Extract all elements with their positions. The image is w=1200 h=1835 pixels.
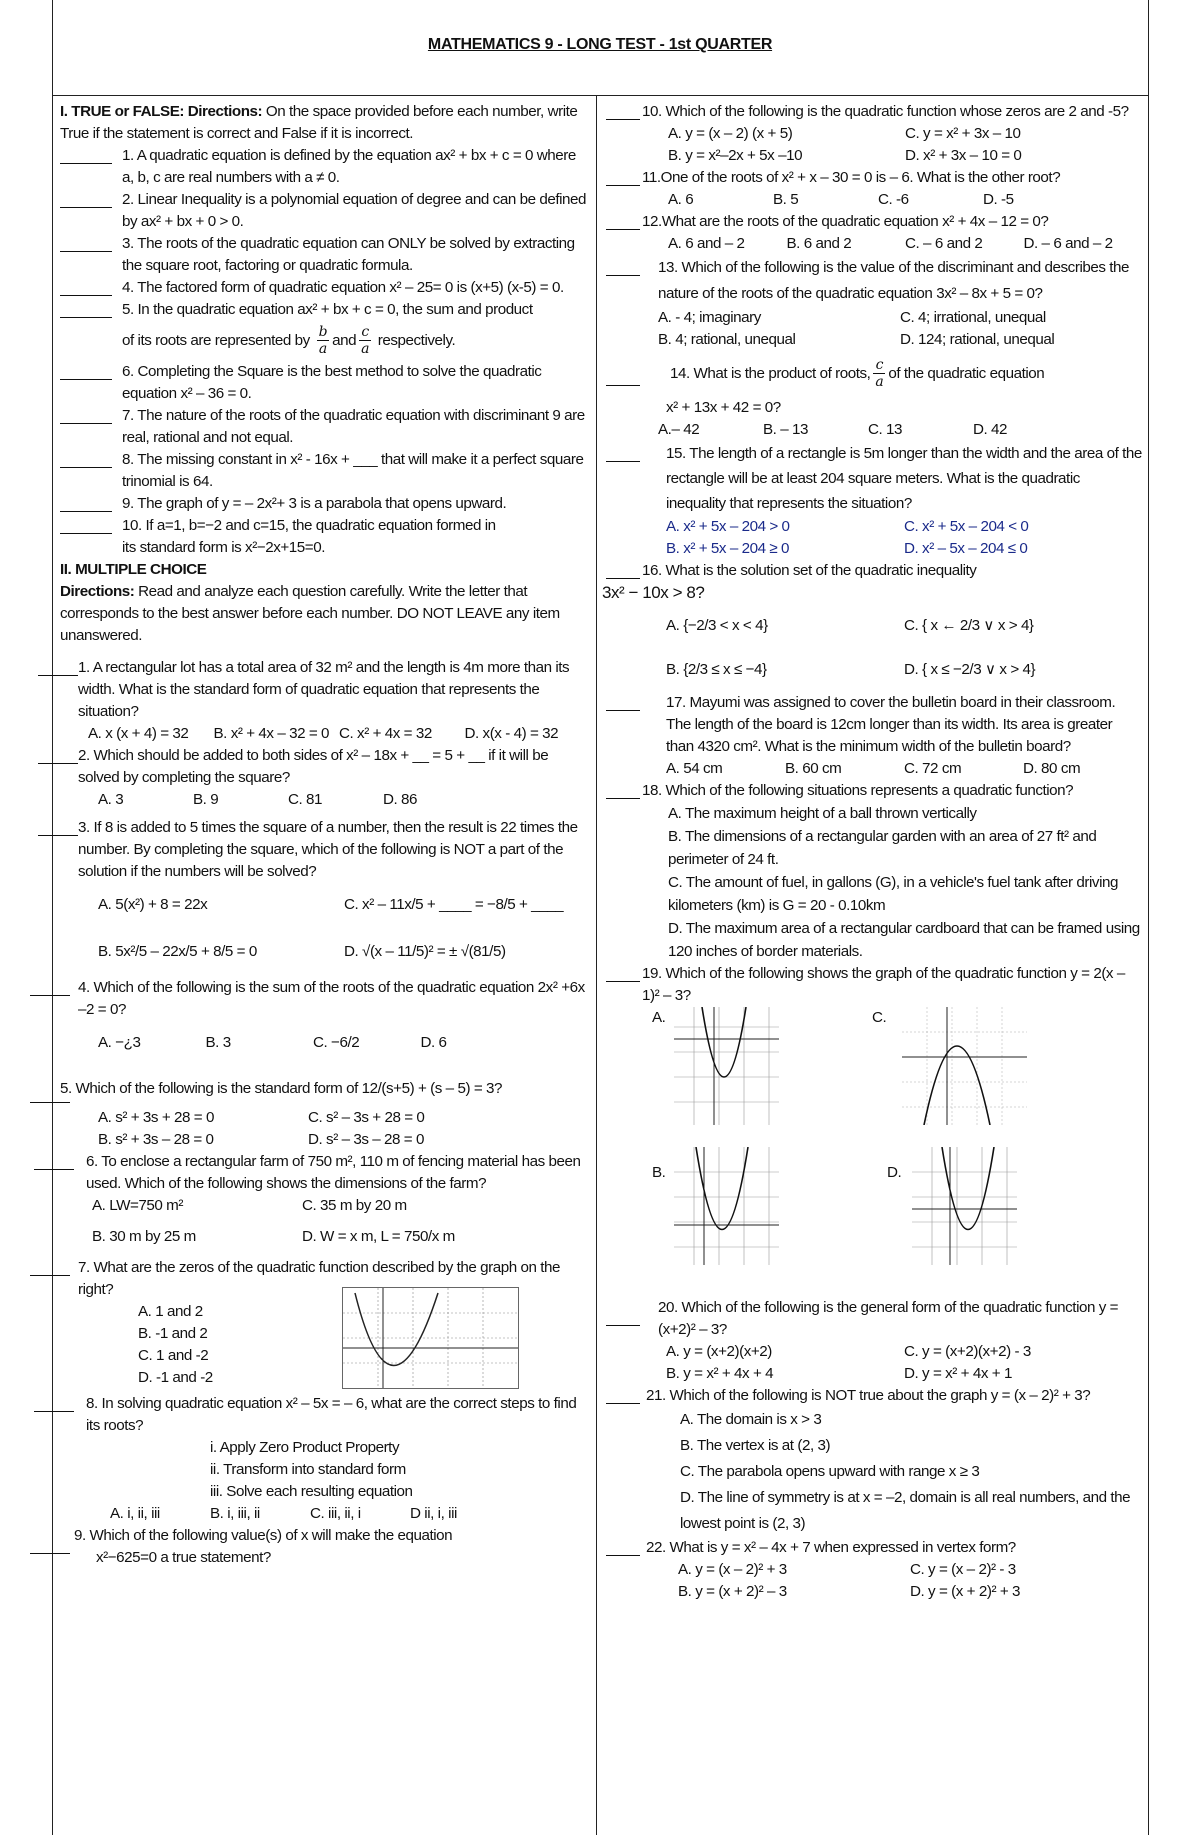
- option[interactable]: A. The domain is x > 3: [680, 1411, 822, 1428]
- q14-options: [602, 419, 1078, 441]
- q7-graph: [342, 1287, 519, 1389]
- option[interactable]: D. x(x - 4) = 32: [464, 725, 559, 742]
- answer-blank[interactable]: [38, 661, 78, 676]
- graph-d[interactable]: [912, 1147, 1017, 1265]
- option[interactable]: C. { x ← 2/3 ∨ x > 4}: [904, 617, 1034, 634]
- question-text: 11.One of the roots of x² + x – 30 = 0 is – 6. What is the other root?: [642, 169, 1061, 186]
- option[interactable]: C. y = x² + 3x – 10: [905, 125, 1021, 142]
- question-text: of the quadratic equation: [888, 365, 1045, 382]
- tf-item-9: [60, 493, 590, 515]
- graph-b[interactable]: [674, 1147, 779, 1265]
- tf-item-text: of its roots are represented by: [122, 332, 310, 349]
- answer-blank[interactable]: [606, 696, 640, 711]
- option[interactable]: C. 81: [288, 791, 323, 808]
- answer-blank[interactable]: [606, 1389, 640, 1404]
- option[interactable]: A. 3: [98, 791, 124, 808]
- q2-options: [60, 789, 478, 811]
- option[interactable]: B. -1 and 2: [138, 1325, 208, 1342]
- option[interactable]: D. 86: [383, 791, 418, 808]
- option[interactable]: A. x (x + 4) = 32: [88, 725, 189, 742]
- answer-blank[interactable]: [60, 193, 112, 208]
- option[interactable]: B. x² + 5x – 204 ≥ 0: [666, 540, 790, 557]
- answer-blank[interactable]: [60, 149, 112, 164]
- mc-q2: [60, 745, 590, 789]
- frac-den: a: [318, 341, 327, 358]
- graph-a[interactable]: [674, 1007, 779, 1125]
- option[interactable]: D. s² – 3s – 28 = 0: [308, 1131, 424, 1148]
- question-text: 14. What is the product of roots,: [670, 365, 871, 382]
- question-text: 17. Mayumi was assigned to cover the bulletin board in their classroom. The length of the board is 12cm longer than its width. Its area is greater than 4320 cm². What is the minimum width of the bulletin board?: [666, 694, 1116, 755]
- q19-graphs: [602, 1007, 1142, 1297]
- option[interactable]: B. s² + 3s – 28 = 0: [98, 1131, 214, 1148]
- q13-options-row2: [602, 329, 1142, 351]
- q3-options-row2: [60, 927, 590, 977]
- answer-blank[interactable]: [606, 447, 640, 462]
- tf-item-8: [60, 449, 590, 493]
- option[interactable]: C. 72 cm: [904, 760, 962, 777]
- option[interactable]: D. { x ≤ −2/3 ∨ x > 4}: [904, 661, 1036, 678]
- option[interactable]: A. 5(x²) + 8 = 22x: [98, 896, 208, 913]
- option[interactable]: A. {−2/3 < x < 4}: [666, 617, 768, 634]
- tf-item-text: 1. A quadratic equation is defined by the equation ax² + bx + c = 0 where a, b, c are real numbers with a ≠ 0.: [122, 147, 576, 186]
- option[interactable]: D. 124; rational, unequal: [900, 331, 1055, 348]
- answer-blank[interactable]: [60, 497, 112, 512]
- q16-options-row1: [602, 604, 1142, 648]
- question-text: 15. The length of a rectangle is 5m longer than the width and the area of the rectangle will be at least 204 square meters. What is the quadratic inequality that represents the situation?: [666, 445, 1142, 512]
- mc-q22: [602, 1537, 1142, 1559]
- tf-item-text: 7. The nature of the roots of the quadratic equation with discriminant 9 are real, rational and not equal.: [122, 407, 585, 446]
- graph-c[interactable]: [902, 1007, 1027, 1125]
- option[interactable]: D. 42: [973, 421, 1008, 438]
- option[interactable]: D. 80 cm: [1023, 760, 1081, 777]
- q8-steps: [60, 1437, 590, 1503]
- option[interactable]: D. -5: [983, 191, 1014, 208]
- right-column: [602, 95, 1142, 1603]
- option[interactable]: C. y = (x+2)(x+2) - 3: [904, 1343, 1031, 1360]
- option[interactable]: C. The amount of fuel, in gallons (G), in a vehicle's fuel tank after driving kilometers (km) is G = 20 - 0.10km: [668, 874, 1118, 914]
- directions-label: Directions:: [60, 583, 135, 600]
- tf-item-text: 9. The graph of y = – 2x²+ 3 is a parabola that opens upward.: [122, 495, 507, 512]
- option[interactable]: B. 4; rational, unequal: [658, 331, 796, 348]
- q8-options: [60, 1503, 510, 1525]
- option[interactable]: D. W = x m, L = 750/x m: [302, 1228, 455, 1245]
- option[interactable]: A. y = (x – 2) (x + 5): [668, 125, 793, 142]
- tf-item-text: its standard form is x²−2x+15=0.: [122, 539, 325, 556]
- column-divider: [596, 95, 597, 1835]
- option[interactable]: B. y = x² + 4x + 4: [666, 1365, 774, 1382]
- mc-q14: [602, 351, 1142, 397]
- tf-item-7: [60, 405, 590, 449]
- mc-q15: [602, 441, 1142, 516]
- question-text: 12.What are the roots of the quadratic equation x² + 4x – 12 = 0?: [642, 213, 1049, 230]
- option[interactable]: A. −¿3: [98, 1034, 141, 1051]
- q10-options-row1: [602, 123, 1142, 145]
- part2-heading: II. MULTIPLE CHOICE: [60, 561, 207, 578]
- tf-item-text: respectively.: [377, 332, 456, 349]
- answer-blank[interactable]: [606, 261, 640, 276]
- part1-directions: [60, 101, 590, 145]
- mc-q18: [602, 780, 1142, 802]
- mc-q4: [60, 977, 590, 1021]
- answer-blank[interactable]: [30, 981, 70, 996]
- q6-options-row2: [60, 1217, 512, 1257]
- answer-blank[interactable]: [60, 409, 112, 424]
- option[interactable]: D. x² + 3x – 10 = 0: [905, 147, 1022, 164]
- q4-options: [60, 1021, 528, 1065]
- option[interactable]: A. 1 and 2: [138, 1303, 203, 1320]
- q1-options: [60, 723, 590, 745]
- mc-q17: [602, 692, 1142, 758]
- mc-q5: [60, 1071, 590, 1107]
- mc-q12: [602, 211, 1142, 233]
- question-text: 21. Which of the following is NOT true about the graph y = (x – 2)² + 3?: [646, 1387, 1091, 1404]
- question-text: 2. Which should be added to both sides of x² – 18x + __ = 5 + __ if it will be solved by completing the square?: [78, 747, 549, 786]
- option[interactable]: C. x² + 4x = 32: [339, 725, 432, 742]
- option[interactable]: B. {2/3 ≤ x ≤ −4}: [666, 661, 767, 678]
- q6-options-row1: [60, 1195, 512, 1217]
- answer-blank[interactable]: [606, 1541, 640, 1556]
- tf-item-6: [60, 361, 590, 405]
- answer-blank[interactable]: [606, 1311, 640, 1326]
- q13-options-row1: [602, 307, 1142, 329]
- question-text: 3. If 8 is added to 5 times the square of a number, then the result is 22 times the number. By completing the square, which of the following is NOT a part of the solution if the numbers will be solved?: [78, 819, 578, 880]
- answer-blank[interactable]: [34, 1397, 74, 1412]
- answer-blank[interactable]: [34, 1155, 74, 1170]
- option[interactable]: C. iii, ii, i: [310, 1505, 361, 1522]
- answer-blank[interactable]: [606, 784, 640, 799]
- mc-q11: [602, 167, 1142, 189]
- mc-q13: [602, 255, 1142, 307]
- answer-blank[interactable]: [60, 453, 112, 468]
- option[interactable]: B. 9: [193, 791, 219, 808]
- answer-blank[interactable]: [60, 237, 112, 252]
- q21-options: [602, 1407, 1142, 1537]
- option[interactable]: B. – 13: [763, 421, 808, 438]
- question-text: 13. Which of the following is the value of the discriminant and describes the nature of the roots of the quadratic equation 3x² – 8x + 5 = 0?: [658, 259, 1130, 302]
- mc-q3: [60, 817, 590, 883]
- q18-options: [602, 802, 1142, 963]
- q7-options: [138, 1301, 248, 1389]
- q22-options-row1: [602, 1559, 1142, 1581]
- option[interactable]: B. 30 m by 25 m: [92, 1228, 196, 1245]
- q12-options: [602, 233, 1142, 255]
- tf-item-3: [60, 233, 590, 277]
- option[interactable]: D. y = (x + 2)² + 3: [910, 1583, 1021, 1600]
- question-text: 20. Which of the following is the general form of the quadratic function y = (x+2)² – 3?: [658, 1299, 1119, 1338]
- option[interactable]: A. y = (x – 2)² + 3: [678, 1561, 787, 1578]
- q17-options: [602, 758, 1142, 780]
- frac-den: a: [875, 374, 884, 391]
- option[interactable]: A. 6 and – 2: [668, 235, 745, 252]
- tf-item-2: [60, 189, 590, 233]
- answer-blank[interactable]: [38, 749, 78, 764]
- tf-item-5-line2: [60, 321, 590, 361]
- question-text: 5. Which of the following is the standard form of 12/(s+5) + (s – 5) = 3?: [60, 1080, 502, 1097]
- q22-options-row2: [602, 1581, 1142, 1603]
- option[interactable]: A. 54 cm: [666, 760, 723, 777]
- tf-item-text: 2. Linear Inequality is a polynomial equation of degree and can be defined by ax² + bx + 0 > 0.: [122, 191, 587, 230]
- mc-q16: [602, 560, 1142, 582]
- option[interactable]: C. 13: [868, 421, 903, 438]
- option[interactable]: C. x² + 5x – 204 < 0: [904, 518, 1029, 535]
- option[interactable]: D. x² – 5x – 204 ≤ 0: [904, 540, 1028, 557]
- answer-blank[interactable]: [30, 1261, 70, 1276]
- option-label[interactable]: B.: [652, 1164, 666, 1181]
- option[interactable]: C. −6/2: [313, 1034, 360, 1051]
- mc-q21: [602, 1385, 1142, 1407]
- option[interactable]: A. - 4; imaginary: [658, 309, 761, 326]
- q7-block: [60, 1301, 590, 1393]
- fraction-c-over-a: [873, 357, 885, 390]
- mc-q9: [60, 1525, 590, 1547]
- q14-line2: x² + 13x + 42 = 0?: [666, 399, 781, 416]
- question-text: x²−625=0 a true statement?: [96, 1549, 271, 1566]
- option[interactable]: B. 60 cm: [785, 760, 842, 777]
- option[interactable]: B. 5: [773, 191, 799, 208]
- tf-item-10: [60, 515, 590, 537]
- option[interactable]: B. y = (x + 2)² – 3: [678, 1583, 787, 1600]
- tf-item-text: 6. Completing the Square is the best method to solve the quadratic equation x² – 36 = 0.: [122, 363, 542, 402]
- frac-num: b: [318, 324, 328, 341]
- q20-options-row1: [602, 1341, 1142, 1363]
- tf-item-10-line2: [60, 537, 590, 559]
- question-text: 18. Which of the following situations represents a quadratic function?: [642, 782, 1074, 799]
- q3-options-row1: [60, 883, 590, 927]
- frac-num: c: [359, 324, 371, 341]
- tf-item-1: [60, 145, 590, 189]
- option[interactable]: A. LW=750 m²: [92, 1197, 183, 1214]
- q15-options-row1: [602, 516, 1142, 538]
- step: ii. Transform into standard form: [210, 1461, 406, 1478]
- answer-blank[interactable]: [60, 365, 112, 380]
- question-text: 19. Which of the following shows the graph of the quadratic function y = 2(x – 1)² – 3?: [642, 965, 1125, 1004]
- option[interactable]: D. -1 and -2: [138, 1369, 213, 1386]
- option[interactable]: C. The parabola opens upward with range x ≥ 3: [680, 1463, 980, 1480]
- fraction-c-over-a: [359, 324, 371, 357]
- q15-options-row2: [602, 538, 1142, 560]
- question-text: 16. What is the solution set of the quadratic inequality: [642, 562, 977, 579]
- answer-blank[interactable]: [606, 105, 640, 120]
- option[interactable]: B. y = x²–2x + 5x –10: [668, 147, 803, 164]
- option[interactable]: B. i, iii, ii: [210, 1505, 260, 1522]
- answer-blank[interactable]: [606, 215, 640, 230]
- frac-den: a: [361, 341, 370, 358]
- mc-q9-line2: [60, 1547, 590, 1569]
- option[interactable]: D. The line of symmetry is at x = –2, domain is all real numbers, and the lowest point is (2, 3): [680, 1489, 1131, 1532]
- directions-text: Read and analyze each question carefully. Write the letter that corresponds to the best answer before each number. DO NOT LEAVE any item unanswered.: [60, 583, 560, 644]
- answer-blank[interactable]: [60, 303, 112, 318]
- option[interactable]: B. x² + 4x – 32 = 0: [213, 725, 330, 742]
- option[interactable]: D. 6: [420, 1034, 447, 1051]
- tf-item-text: 8. The missing constant in x² - 16x + ___ that will make it a perfect square trinomial is 64.: [122, 451, 584, 490]
- answer-blank[interactable]: [60, 281, 112, 296]
- option[interactable]: A.– 42: [658, 421, 700, 438]
- answer-blank[interactable]: [606, 171, 640, 186]
- option[interactable]: B. 3: [205, 1034, 231, 1051]
- part1-directions-text: On the space provided before each number, write True if the statement is correct and False if it is incorrect.: [60, 103, 578, 142]
- option[interactable]: D. √(x – 11/5)² = ± √(81/5): [344, 943, 506, 960]
- fraction-b-over-a: [317, 324, 330, 357]
- tf-item-text: 3. The roots of the quadratic equation can ONLY be solved by extracting the square root, factoring or quadratic formula.: [122, 235, 575, 274]
- q11-options: [602, 189, 1088, 211]
- mc-q8: [60, 1393, 590, 1437]
- answer-blank[interactable]: [30, 1088, 70, 1103]
- answer-blank[interactable]: [606, 564, 640, 579]
- option-label[interactable]: C.: [872, 1009, 887, 1026]
- question-text: 10. Which of the following is the quadratic function whose zeros are 2 and -5?: [642, 103, 1129, 120]
- part2-directions: [60, 581, 590, 647]
- option[interactable]: B. 5x²/5 – 22x/5 + 8/5 = 0: [98, 943, 257, 960]
- option[interactable]: D. The maximum area of a rectangular cardboard that can be framed using 120 inches of border materials.: [668, 920, 1140, 960]
- option-label[interactable]: A.: [652, 1009, 666, 1026]
- and-text: and: [332, 332, 357, 349]
- step: i. Apply Zero Product Property: [210, 1439, 400, 1456]
- answer-blank[interactable]: [60, 519, 112, 534]
- question-text: 22. What is y = x² – 4x + 7 when expressed in vertex form?: [646, 1539, 1016, 1556]
- q16-options-row2: [602, 648, 1142, 692]
- mc-q10: [602, 101, 1142, 123]
- frac-num: c: [873, 357, 885, 374]
- tf-item-text: 10. If a=1, b=−2 and c=15, the quadratic equation formed in: [122, 517, 496, 534]
- mc-q1: [60, 657, 590, 723]
- option[interactable]: D. y = x² + 4x + 1: [904, 1365, 1012, 1382]
- tf-item-text: 5. In the quadratic equation ax² + bx + c = 0, the sum and product: [122, 301, 533, 318]
- question-text: 6. To enclose a rectangular farm of 750 m², 110 m of fencing material has been used. Which of the following shows the dimensions of the farm?: [86, 1153, 581, 1192]
- step: iii. Solve each resulting equation: [210, 1483, 413, 1500]
- answer-blank[interactable]: [606, 967, 640, 982]
- tf-item-5: [60, 299, 590, 321]
- option[interactable]: A. x² + 5x – 204 > 0: [666, 518, 790, 535]
- question-text: 9. Which of the following value(s) of x will make the equation: [74, 1527, 453, 1544]
- option[interactable]: C. – 6 and 2: [905, 235, 983, 252]
- tf-item-text: 4. The factored form of quadratic equation x² – 25= 0 is (x+5) (x-5) = 0.: [122, 279, 564, 296]
- question-text: 8. In solving quadratic equation x² – 5x = – 6, what are the correct steps to find its roots?: [86, 1395, 577, 1434]
- option[interactable]: C. 1 and -2: [138, 1347, 209, 1364]
- page-title: MATHEMATICS 9 - LONG TEST - 1st QUARTER: [427, 36, 773, 53]
- question-text: 7. What are the zeros of the quadratic function described by the graph on the right?: [78, 1259, 561, 1298]
- q5-options-row2: [60, 1129, 518, 1151]
- option[interactable]: B. The vertex is at (2, 3): [680, 1437, 831, 1454]
- option-label[interactable]: D.: [887, 1164, 902, 1181]
- question-text: 4. Which of the following is the sum of the roots of the quadratic equation 2x² +6x –2 = 0?: [78, 979, 585, 1018]
- option[interactable]: D ii, i, iii: [410, 1505, 457, 1522]
- option[interactable]: B. 6 and 2: [786, 235, 852, 252]
- answer-blank[interactable]: [606, 371, 640, 386]
- q10-options-row2: [602, 145, 1142, 167]
- option[interactable]: C. -6: [878, 191, 909, 208]
- question-text: 1. A rectangular lot has a total area of 32 m² and the length is 4m more than its width. What is the standard form of quadratic equation that represents the situation?: [78, 659, 570, 720]
- option[interactable]: C. 4; irrational, unequal: [900, 309, 1046, 326]
- option[interactable]: A. y = (x+2)(x+2): [666, 1343, 772, 1360]
- option[interactable]: A. The maximum height of a ball thrown vertically: [668, 805, 977, 822]
- answer-blank[interactable]: [38, 821, 78, 836]
- mc-q19: [602, 963, 1142, 1007]
- mc-q6: [60, 1151, 590, 1195]
- q5-options-row1: [60, 1107, 518, 1129]
- option[interactable]: A. i, ii, iii: [110, 1505, 160, 1522]
- part1-heading: I. TRUE or FALSE: Directions:: [60, 103, 263, 120]
- option[interactable]: B. The dimensions of a rectangular garden with an area of 27 ft² and perimeter of 24 ft.: [668, 828, 1097, 868]
- option[interactable]: D. – 6 and – 2: [1023, 235, 1113, 252]
- left-column: [60, 95, 590, 1569]
- option[interactable]: C. x² – 11x/5 + ____ = −8/5 + ____: [344, 896, 564, 913]
- option[interactable]: C. s² – 3s + 28 = 0: [308, 1109, 425, 1126]
- mc-q20: [602, 1297, 1142, 1341]
- option[interactable]: A. s² + 3s + 28 = 0: [98, 1109, 214, 1126]
- tf-item-4: [60, 277, 590, 299]
- q20-options-row2: [602, 1363, 1142, 1385]
- option[interactable]: C. y = (x – 2)² - 3: [910, 1561, 1016, 1578]
- q16-line2: 3x² − 10x > 8?: [602, 583, 705, 602]
- option[interactable]: C. 35 m by 20 m: [302, 1197, 407, 1214]
- option[interactable]: A. 6: [668, 191, 694, 208]
